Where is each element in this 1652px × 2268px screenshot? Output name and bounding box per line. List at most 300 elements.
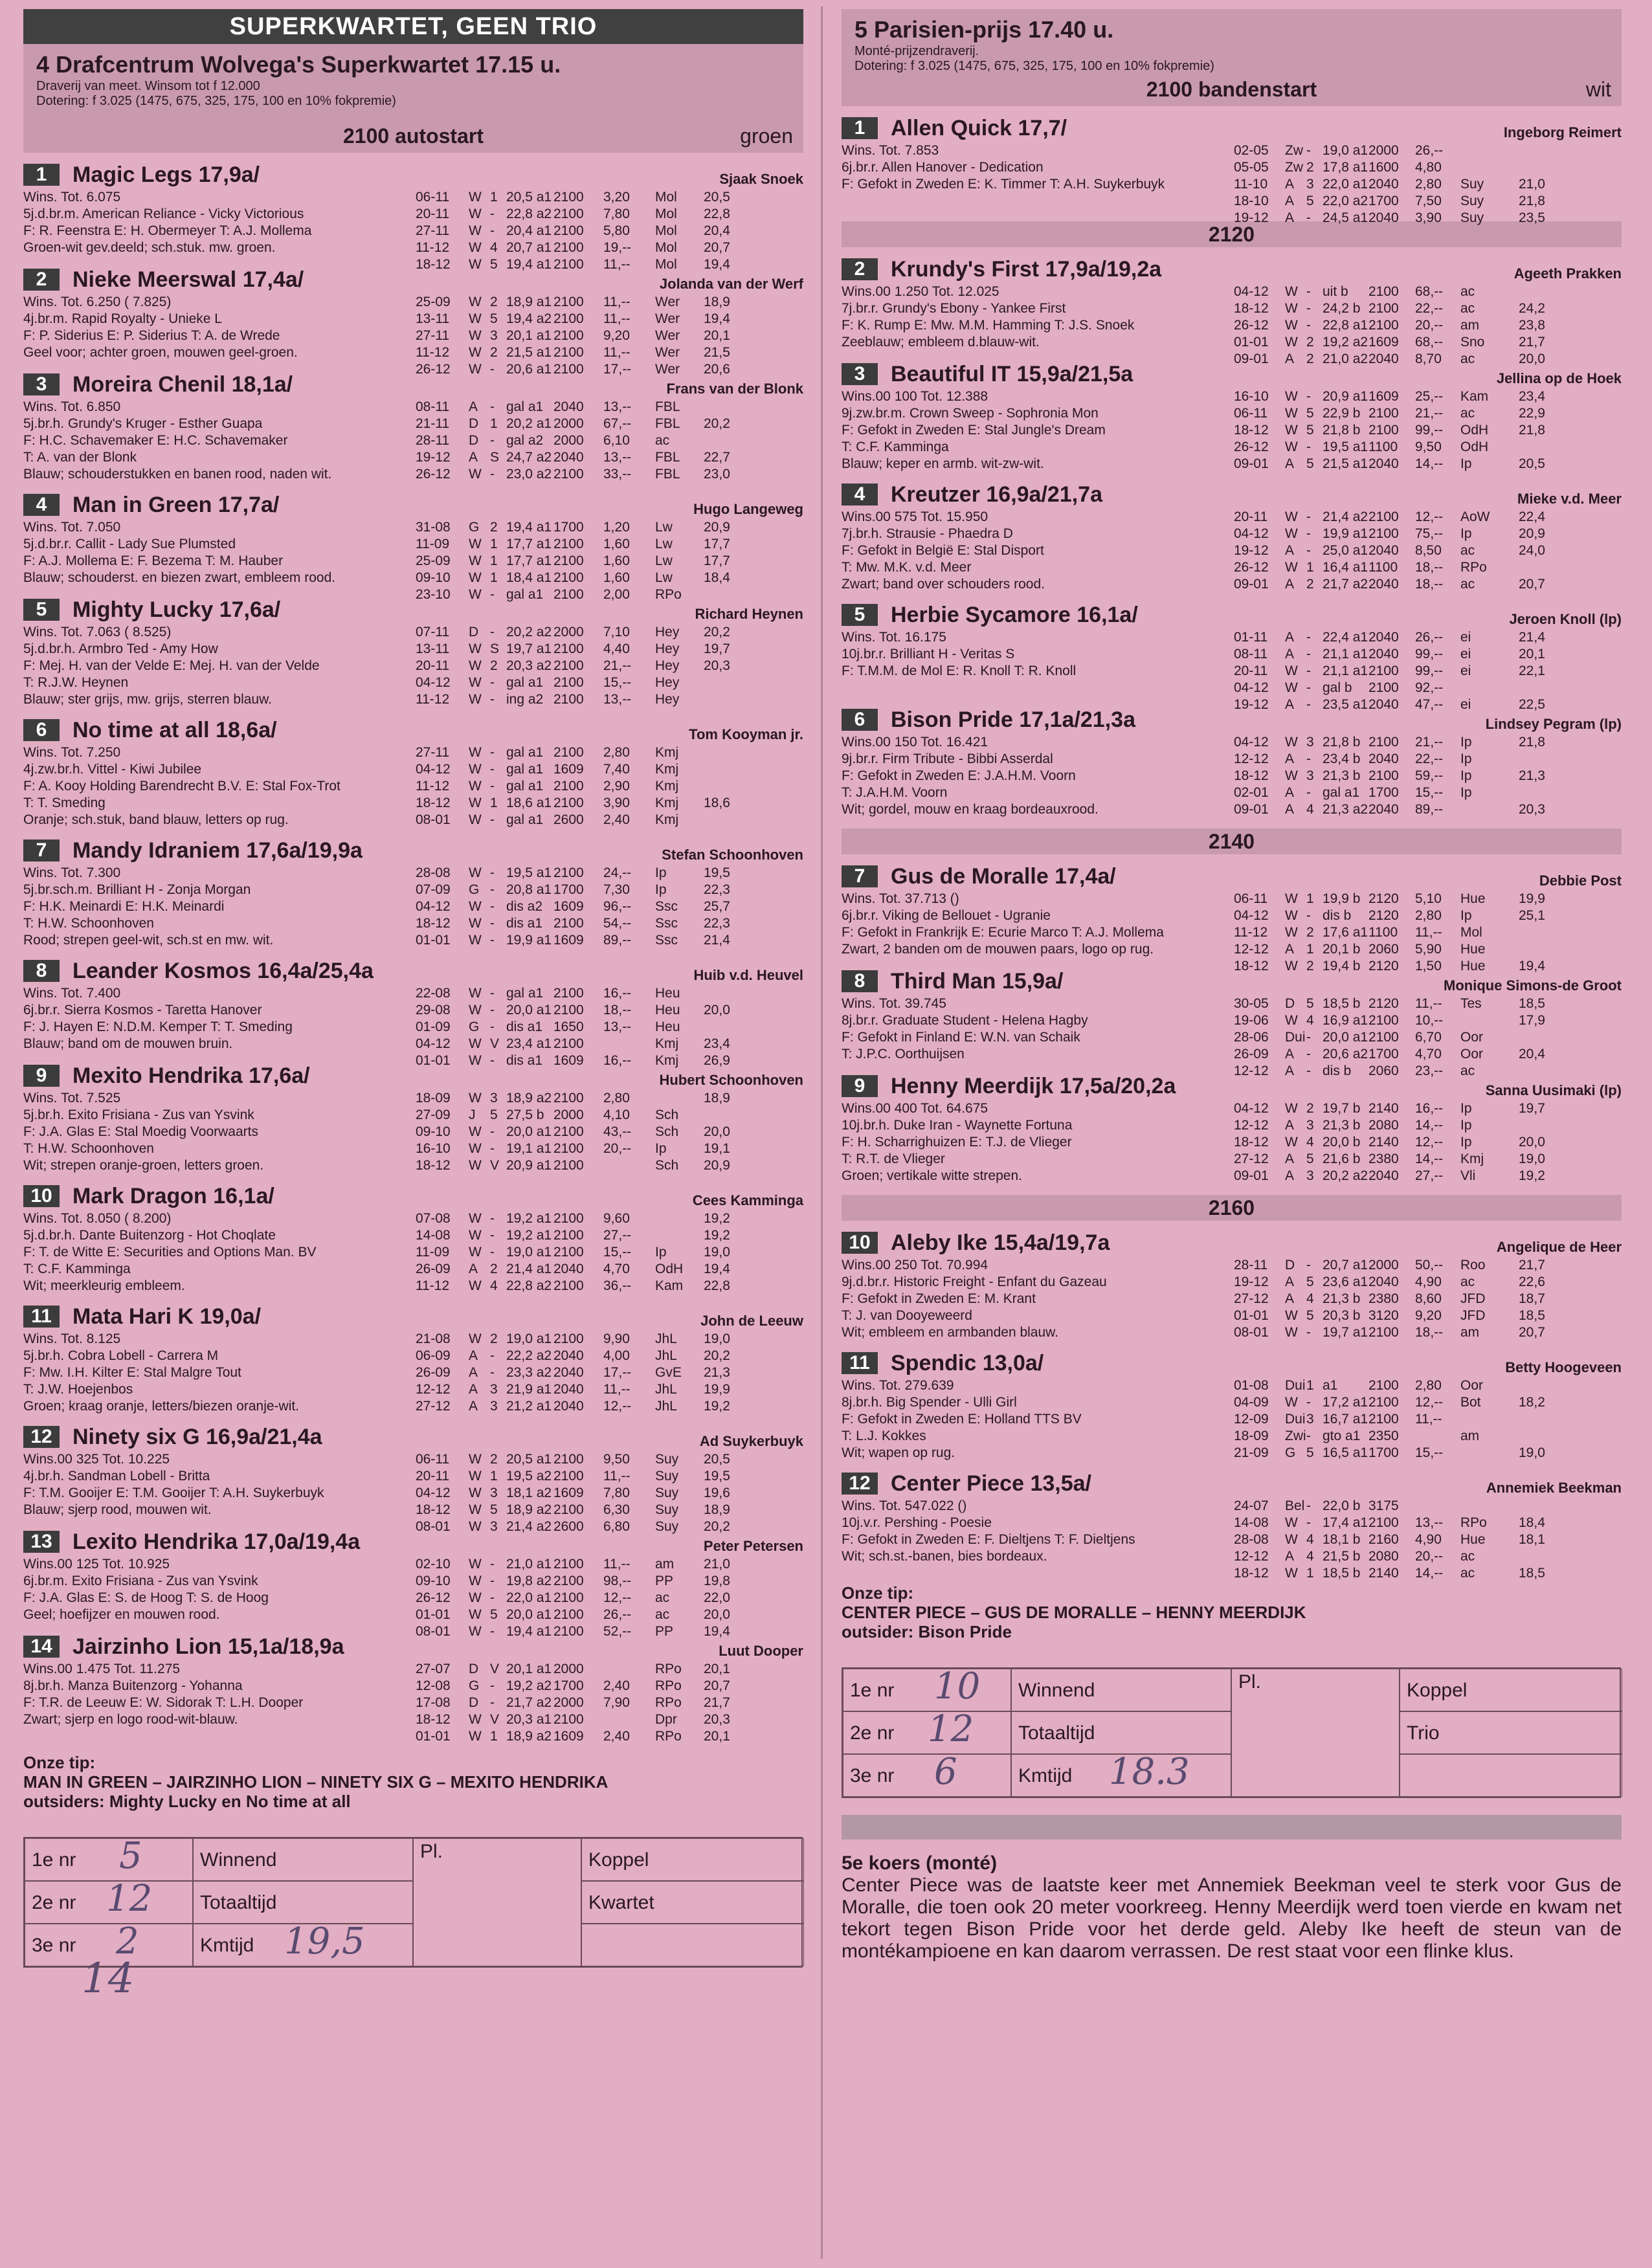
results-table	[416, 744, 804, 828]
result-cell: -	[490, 762, 495, 777]
results-table	[1234, 1498, 1622, 1582]
form-koppel: Koppel	[581, 1838, 804, 1881]
result-cell: 18-12	[416, 1502, 451, 1517]
info-line: F: A. Kooy Holding Barendrecht B.V. E: Stal Fox-Trot	[23, 779, 340, 794]
result-cell: 20,1 a1	[506, 328, 552, 343]
result-cell: 2	[1306, 577, 1314, 592]
result-cell: 2040	[553, 1382, 584, 1397]
result-cell: 21,1 a1	[1323, 647, 1368, 662]
result-row	[416, 328, 804, 344]
result-cell: RPo	[655, 1695, 682, 1710]
info-line: 10j.br.h. Duke Iran - Waynette Fortuna	[842, 1118, 1073, 1133]
result-row	[416, 932, 804, 949]
horse-name	[842, 707, 1476, 733]
result-cell: 19,0 a1	[506, 1245, 552, 1260]
race-header	[842, 9, 1622, 106]
form-second: 2e nr 12	[25, 1881, 193, 1924]
horse-name-text: Leander Kosmos 16,4a/25,4a	[73, 959, 374, 983]
result-cell: Hue	[1460, 942, 1486, 957]
result-cell: Ip	[1460, 526, 1472, 541]
result-cell: W	[1285, 959, 1298, 973]
result-cell: gal a1	[506, 587, 544, 602]
result-cell: Ssc	[655, 899, 678, 914]
result-cell: 19,2 a1	[506, 1211, 552, 1226]
result-cell: A	[1285, 456, 1295, 471]
result-cell: 3	[490, 1519, 498, 1534]
result-cell: A	[1285, 577, 1295, 592]
info-line: F: T. de Witte E: Securities and Options Man. BV	[23, 1245, 317, 1260]
result-row	[416, 865, 804, 882]
result-cell: 2600	[553, 1519, 584, 1534]
result-cell: 21,0 a1	[506, 1557, 552, 1572]
result-cell: 17,--	[603, 362, 632, 377]
result-cell: 27-09	[416, 1107, 451, 1122]
results-table	[416, 1210, 804, 1295]
result-cell: am	[1460, 318, 1480, 333]
result-cell: 19,6	[704, 1485, 730, 1500]
result-row	[1234, 768, 1622, 784]
result-cell: 12-12	[1234, 751, 1269, 766]
result-cell: 20,5 a1	[506, 190, 552, 205]
results-table	[1234, 1100, 1622, 1184]
horse-name-text: Krundy's First 17,9a/19,2a	[891, 257, 1162, 282]
result-cell: 28-11	[1234, 1258, 1268, 1273]
result-cell: 5,10	[1415, 891, 1442, 906]
result-cell: 9,50	[603, 1452, 630, 1467]
horse-entry	[842, 707, 1622, 818]
driver-name: Sanna Uusimaki (lp)	[1485, 1082, 1622, 1098]
result-cell: 11,--	[603, 1382, 631, 1397]
info-line: F: T.R. de Leeuw E: W. Sidorak T: L.H. Dooper	[23, 1695, 304, 1710]
result-cell: 89,--	[1415, 802, 1444, 817]
form-winnend: Winnend	[1011, 1669, 1231, 1711]
result-cell: 1609	[553, 933, 584, 948]
result-cell: W	[1285, 891, 1298, 906]
result-cell: 36,--	[603, 1278, 632, 1293]
horse-name	[842, 1471, 1476, 1496]
form-pl: Pl.	[1231, 1669, 1400, 1797]
result-cell: 20,4	[1519, 1047, 1545, 1062]
horse-info	[23, 985, 421, 1052]
info-line: T: J.W. Hoejenbos	[23, 1382, 133, 1397]
result-cell: 02-10	[416, 1557, 451, 1572]
result-cell: W	[469, 362, 482, 377]
result-cell: 19-06	[1234, 1013, 1269, 1028]
result-cell: 22,9	[1519, 406, 1545, 421]
result-row	[1234, 1445, 1622, 1462]
info-line: Wins.00 400 Tot. 64.675	[842, 1101, 988, 1116]
result-cell: 2100	[553, 1502, 584, 1517]
result-row	[416, 1381, 804, 1398]
result-cell: Ip	[1460, 768, 1472, 783]
result-cell: 19,5 a1	[1323, 439, 1368, 454]
result-cell: 27-11	[416, 328, 450, 343]
result-cell: 2100	[1368, 680, 1399, 695]
result-cell: 18,9 a2	[506, 1729, 552, 1744]
result-cell: 1700	[1368, 785, 1399, 800]
result-cell: 19,4	[1519, 959, 1545, 973]
result-cell: V	[490, 1036, 500, 1051]
results-table	[416, 865, 804, 949]
result-cell: 25-09	[416, 295, 451, 309]
form-empty	[581, 1924, 804, 1966]
result-cell: 06-11	[1234, 891, 1268, 906]
driver-name: Cees Kamminga	[692, 1192, 803, 1208]
result-cell: -	[490, 675, 495, 690]
result-cell: 2100	[1368, 526, 1399, 541]
result-cell: 2	[490, 1262, 498, 1276]
results-table	[416, 1090, 804, 1174]
result-cell: 21,8 b	[1323, 735, 1361, 750]
horse-name-text: Ninety six G 16,9a/21,4a	[73, 1425, 322, 1449]
driver-name: Huib v.d. Heuvel	[693, 967, 803, 983]
result-cell: Hue	[1460, 959, 1486, 973]
info-line: Wins.00 575 Tot. 15.950	[842, 509, 988, 524]
result-cell: W	[469, 206, 482, 221]
start-number: 2	[842, 258, 878, 280]
form-kmtijd: Kmtijd 19,5	[193, 1924, 413, 1966]
result-cell: 2100	[553, 206, 584, 221]
result-cell: 20,2 a2	[1323, 1168, 1368, 1183]
result-cell: -	[490, 745, 495, 760]
info-line: F: Gefokt in Frankrijk E: Ecurie Marco T: A.J. Mollema	[842, 925, 1164, 940]
result-row	[1234, 422, 1622, 439]
result-row	[1234, 1012, 1622, 1029]
result-row	[416, 674, 804, 691]
result-row	[416, 1244, 804, 1261]
horse-entry	[842, 1471, 1622, 1581]
result-cell: W	[469, 1228, 482, 1243]
result-cell: 09-01	[1234, 456, 1269, 471]
horse-entry	[23, 1063, 803, 1174]
result-row	[1234, 334, 1622, 351]
result-cell: 27-07	[416, 1662, 451, 1676]
result-cell: 14,--	[1415, 1118, 1444, 1133]
result-cell: 92,--	[1415, 680, 1444, 695]
result-cell: 26-12	[1234, 439, 1269, 454]
result-cell: 2100	[553, 328, 584, 343]
result-cell: 2100	[553, 795, 584, 810]
result-cell: 2100	[553, 1141, 584, 1156]
result-cell: A	[1285, 802, 1295, 817]
result-row	[416, 344, 804, 361]
result-cell: 20,1	[704, 328, 730, 343]
result-cell: 18,7	[1519, 1291, 1545, 1306]
result-cell: 20,7 a1	[506, 240, 552, 255]
result-cell: A	[1285, 1118, 1295, 1133]
info-line: Wins. Tot. 7.400	[23, 986, 121, 1001]
horse-name-text: Third Man 15,9a/	[891, 969, 1064, 994]
horse-name-text: Gus de Moralle 17,4a/	[891, 864, 1116, 889]
result-cell: 20,0	[704, 1003, 730, 1017]
result-cell: W	[469, 1091, 482, 1106]
result-cell: 2100	[553, 570, 584, 585]
result-cell: -	[490, 1211, 495, 1226]
result-cell: 18,9	[704, 1502, 730, 1517]
info-line: F: H.K. Meinardi E: H.K. Meinardi	[23, 899, 225, 914]
result-cell: 21,7 a2	[1323, 577, 1368, 592]
driver-name: Betty Hoogeveen	[1505, 1359, 1622, 1375]
info-line: F: P. Siderius E: P. Siderius T: A. de Wrede	[23, 328, 280, 343]
start-number: 3	[842, 363, 878, 385]
tip-block	[842, 1583, 1622, 1641]
result-cell: 26,9	[704, 1053, 730, 1068]
result-cell: 1600	[1368, 160, 1399, 175]
result-cell: 01-01	[416, 1053, 451, 1068]
form-kmtijd: Kmtijd 18.3	[1011, 1754, 1231, 1797]
result-cell: 21,4 a2	[506, 1519, 552, 1534]
result-row	[1234, 405, 1622, 422]
result-row	[1234, 1565, 1622, 1582]
start-number: 9	[842, 1075, 878, 1097]
result-cell: 20,2 a2	[506, 625, 552, 639]
result-cell: -	[1306, 697, 1311, 712]
result-cell: 19,5	[704, 865, 730, 880]
result-cell: 11-10	[1234, 177, 1268, 192]
horse-info	[23, 1331, 421, 1415]
section-banner: SUPERKWARTET, GEEN TRIO	[23, 9, 803, 44]
result-cell: 2100	[553, 223, 584, 238]
result-cell: 1609	[553, 1485, 584, 1500]
distance-group-bar: 2160	[842, 1195, 1622, 1221]
result-cell: Lw	[655, 553, 673, 568]
result-cell: 18-10	[1234, 194, 1269, 208]
result-cell: 19,7 b	[1323, 1101, 1361, 1116]
result-cell: 2100	[553, 986, 584, 1001]
result-cell: A	[1285, 210, 1295, 225]
info-line: Wit; embleem en armbanden blauw.	[842, 1325, 1059, 1340]
result-cell: 1609	[553, 899, 584, 914]
result-cell: -	[490, 587, 495, 602]
result-cell: Wer	[655, 328, 680, 343]
result-cell: 2,80	[1415, 908, 1442, 923]
result-cell: 2	[1306, 959, 1314, 973]
result-cell: 21-09	[1234, 1445, 1269, 1460]
result-cell: 2100	[553, 1590, 584, 1605]
result-cell: Mol	[1460, 925, 1482, 940]
info-line: T: H.W. Schoonhoven	[23, 916, 154, 931]
result-cell: 23,4	[1519, 389, 1545, 404]
result-row	[1234, 907, 1622, 924]
result-cell: 2040	[1368, 1274, 1399, 1289]
result-cell: 05-05	[1234, 160, 1269, 175]
result-cell: AoW	[1460, 509, 1490, 524]
result-cell: 21,4 a2	[1323, 509, 1368, 524]
result-cell: RPo	[1460, 1515, 1487, 1530]
result-cell: Sch	[655, 1124, 679, 1139]
horse-info	[842, 734, 1240, 818]
result-cell: 21-08	[416, 1331, 451, 1346]
result-cell: 18,9 a2	[506, 1091, 552, 1106]
result-cell: 2100	[1368, 1378, 1399, 1393]
result-cell: 2100	[1368, 1395, 1399, 1410]
result-cell: 2100	[553, 779, 584, 794]
result-cell: A	[1285, 1047, 1295, 1062]
start-number: 7	[23, 839, 60, 862]
result-cell: W	[469, 1712, 482, 1727]
result-cell: 25,--	[1415, 389, 1444, 404]
info-line: Rood; strepen geel-wit, sch.st en mw. wit.	[23, 933, 274, 948]
result-cell: W	[469, 587, 482, 602]
result-cell: 23,8	[1519, 318, 1545, 333]
horse-info	[23, 189, 421, 256]
result-cell: 17-08	[416, 1695, 451, 1710]
result-cell: Bel	[1285, 1498, 1305, 1513]
result-cell: 22,1	[1519, 663, 1545, 678]
info-line: Blauw; schouderstukken en banen rood, naden wit.	[23, 467, 332, 482]
result-cell: -	[1306, 210, 1311, 225]
result-cell: Suy	[655, 1519, 679, 1534]
info-line: 5j.br.sch.m. Brilliant H - Zonja Morgan	[23, 882, 251, 897]
horse-entry	[23, 597, 803, 708]
results-table	[1234, 734, 1622, 818]
start-number: 1	[842, 117, 878, 139]
result-cell: 28-08	[1234, 1532, 1269, 1547]
result-cell: 2060	[1368, 1063, 1399, 1078]
result-cell: -	[490, 1365, 495, 1380]
horse-entry	[23, 1529, 803, 1639]
info-line: F: Gefokt in Zweden E: M. Krant	[842, 1291, 1036, 1306]
horse-info	[842, 509, 1240, 593]
info-line: 7j.br.h. Strausie - Phaedra D	[842, 526, 1013, 541]
result-cell: W	[469, 1485, 482, 1500]
result-cell: am	[1460, 1429, 1480, 1443]
result-row	[1234, 559, 1622, 576]
result-cell: 18,--	[1415, 1325, 1444, 1340]
result-cell: 2100	[553, 1624, 584, 1639]
result-cell: 1	[1306, 891, 1314, 906]
result-cell: 19,9	[704, 1382, 730, 1397]
tip-picks: MAN IN GREEN – JAIRZINHO LION – NINETY SIX G – MEXITO HENDRIKA	[23, 1772, 608, 1792]
result-cell: 19,8 a2	[506, 1573, 552, 1588]
result-row	[416, 658, 804, 674]
result-row	[1234, 159, 1622, 176]
result-cell: 22,3	[704, 882, 730, 897]
result-cell: 22,8 a1	[1323, 318, 1368, 333]
result-cell: 24,--	[603, 865, 632, 880]
start-number: 10	[23, 1185, 60, 1207]
result-cell: 04-12	[416, 899, 451, 914]
horse-info	[842, 1100, 1240, 1184]
horse-name-text: Magic Legs 17,9a/	[73, 162, 260, 187]
result-cell: 18-12	[1234, 1566, 1269, 1581]
result-cell: 20,2	[704, 1519, 730, 1534]
result-cell: RPo	[655, 1678, 682, 1693]
result-cell: gal a1	[506, 779, 544, 794]
result-cell: 4	[1306, 1532, 1314, 1547]
result-cell: 5	[1306, 1151, 1314, 1166]
result-cell: 21,2 a1	[506, 1399, 552, 1414]
result-row	[1234, 680, 1622, 696]
result-cell: JhL	[655, 1382, 677, 1397]
horse-entry	[842, 863, 1622, 973]
result-cell: 24,0	[1519, 543, 1545, 558]
start-number: 6	[842, 709, 878, 731]
horse-name	[842, 863, 1476, 889]
horse-entry	[23, 1183, 803, 1295]
result-row	[416, 1485, 804, 1502]
result-cell: -	[490, 1228, 495, 1243]
result-cell: 21,7 a2	[506, 1695, 552, 1710]
result-cell: 21,4	[704, 933, 730, 948]
horse-name-text: Allen Quick 17,7/	[891, 116, 1067, 140]
result-cell: Wer	[655, 345, 680, 360]
info-line: Geel voor; achter groen, mouwen geel-groen.	[23, 345, 298, 360]
result-cell: 04-12	[1234, 526, 1269, 541]
info-line: Blauw; schouderst. en biezen zwart, embleem rood.	[23, 570, 336, 585]
result-cell: Suy	[655, 1452, 679, 1467]
horse-entry	[23, 717, 803, 828]
result-cell: 19,9 b	[1323, 891, 1361, 906]
result-row	[416, 641, 804, 658]
result-cell: FBL	[655, 416, 680, 431]
result-row	[1234, 751, 1622, 768]
results-table	[1234, 509, 1622, 593]
result-cell: W	[469, 1590, 482, 1605]
result-row	[416, 1556, 804, 1573]
result-row	[416, 812, 804, 828]
result-cell: 15,--	[1415, 1445, 1444, 1460]
result-cell: gal b	[1323, 680, 1352, 695]
result-cell: 2120	[1368, 996, 1399, 1011]
left-column	[23, 9, 803, 2003]
info-line: Wins. Tot. 16.175	[842, 630, 946, 645]
result-cell: 21,--	[603, 658, 632, 673]
result-cell: 4	[1306, 1549, 1314, 1564]
info-line: 6j.br.m. Exito Frisiana - Zus van Ysvink	[23, 1573, 258, 1588]
result-row	[416, 1711, 804, 1728]
result-cell: W	[469, 345, 482, 360]
result-cell: 98,--	[603, 1573, 632, 1588]
info-line: Wins. Tot. 279.639	[842, 1378, 954, 1393]
result-row	[416, 985, 804, 1002]
handwritten-kmtijd: 18.3	[1109, 1751, 1190, 1793]
result-cell: 08-01	[1234, 1325, 1269, 1340]
result-cell: 2,90	[603, 779, 630, 794]
result-cell: 20,0 b	[1323, 1135, 1361, 1150]
result-cell: 27,--	[1415, 1168, 1444, 1183]
result-cell: 19,4 a1	[506, 520, 552, 535]
result-cell: W	[1285, 1308, 1298, 1323]
result-cell: 4,80	[1415, 160, 1442, 175]
driver-name: Mieke v.d. Meer	[1517, 491, 1622, 507]
result-cell: RPo	[655, 1729, 682, 1744]
handwritten-kmtijd: 19,5	[284, 1920, 365, 1962]
result-cell: 2040	[1368, 697, 1399, 712]
horse-name-text: Kreutzer 16,9a/21,7a	[891, 482, 1102, 507]
result-cell: 2100	[1368, 768, 1399, 783]
driver-name: Angelique de Heer	[1496, 1239, 1622, 1255]
result-cell: 2100	[553, 658, 584, 673]
results-table	[1234, 284, 1622, 368]
result-cell: 30-05	[1234, 996, 1269, 1011]
result-cell: 21,8	[1519, 194, 1545, 208]
result-cell: W	[469, 570, 482, 585]
result-cell: 26-09	[416, 1262, 451, 1276]
info-line: Zwart; sjerp en logo rood-wit-blauw.	[23, 1712, 238, 1727]
result-cell: gto a1	[1323, 1429, 1361, 1443]
result-cell: 2100	[553, 1091, 584, 1106]
result-cell: 11-12	[416, 779, 450, 794]
result-cell: 25,1	[1519, 908, 1545, 923]
result-cell: 2100	[553, 311, 584, 326]
result-cell: W	[469, 865, 482, 880]
result-cell: 25-09	[416, 553, 451, 568]
result-cell: 20,5	[704, 190, 730, 205]
result-cell: -	[1306, 509, 1311, 524]
info-line: F: Gefokt in Zweden E: F. Dieltjens T: F. Dieltjens	[842, 1532, 1135, 1547]
info-line: F: H. Scharrighuizen E: T.J. de Vlieger	[842, 1135, 1072, 1150]
